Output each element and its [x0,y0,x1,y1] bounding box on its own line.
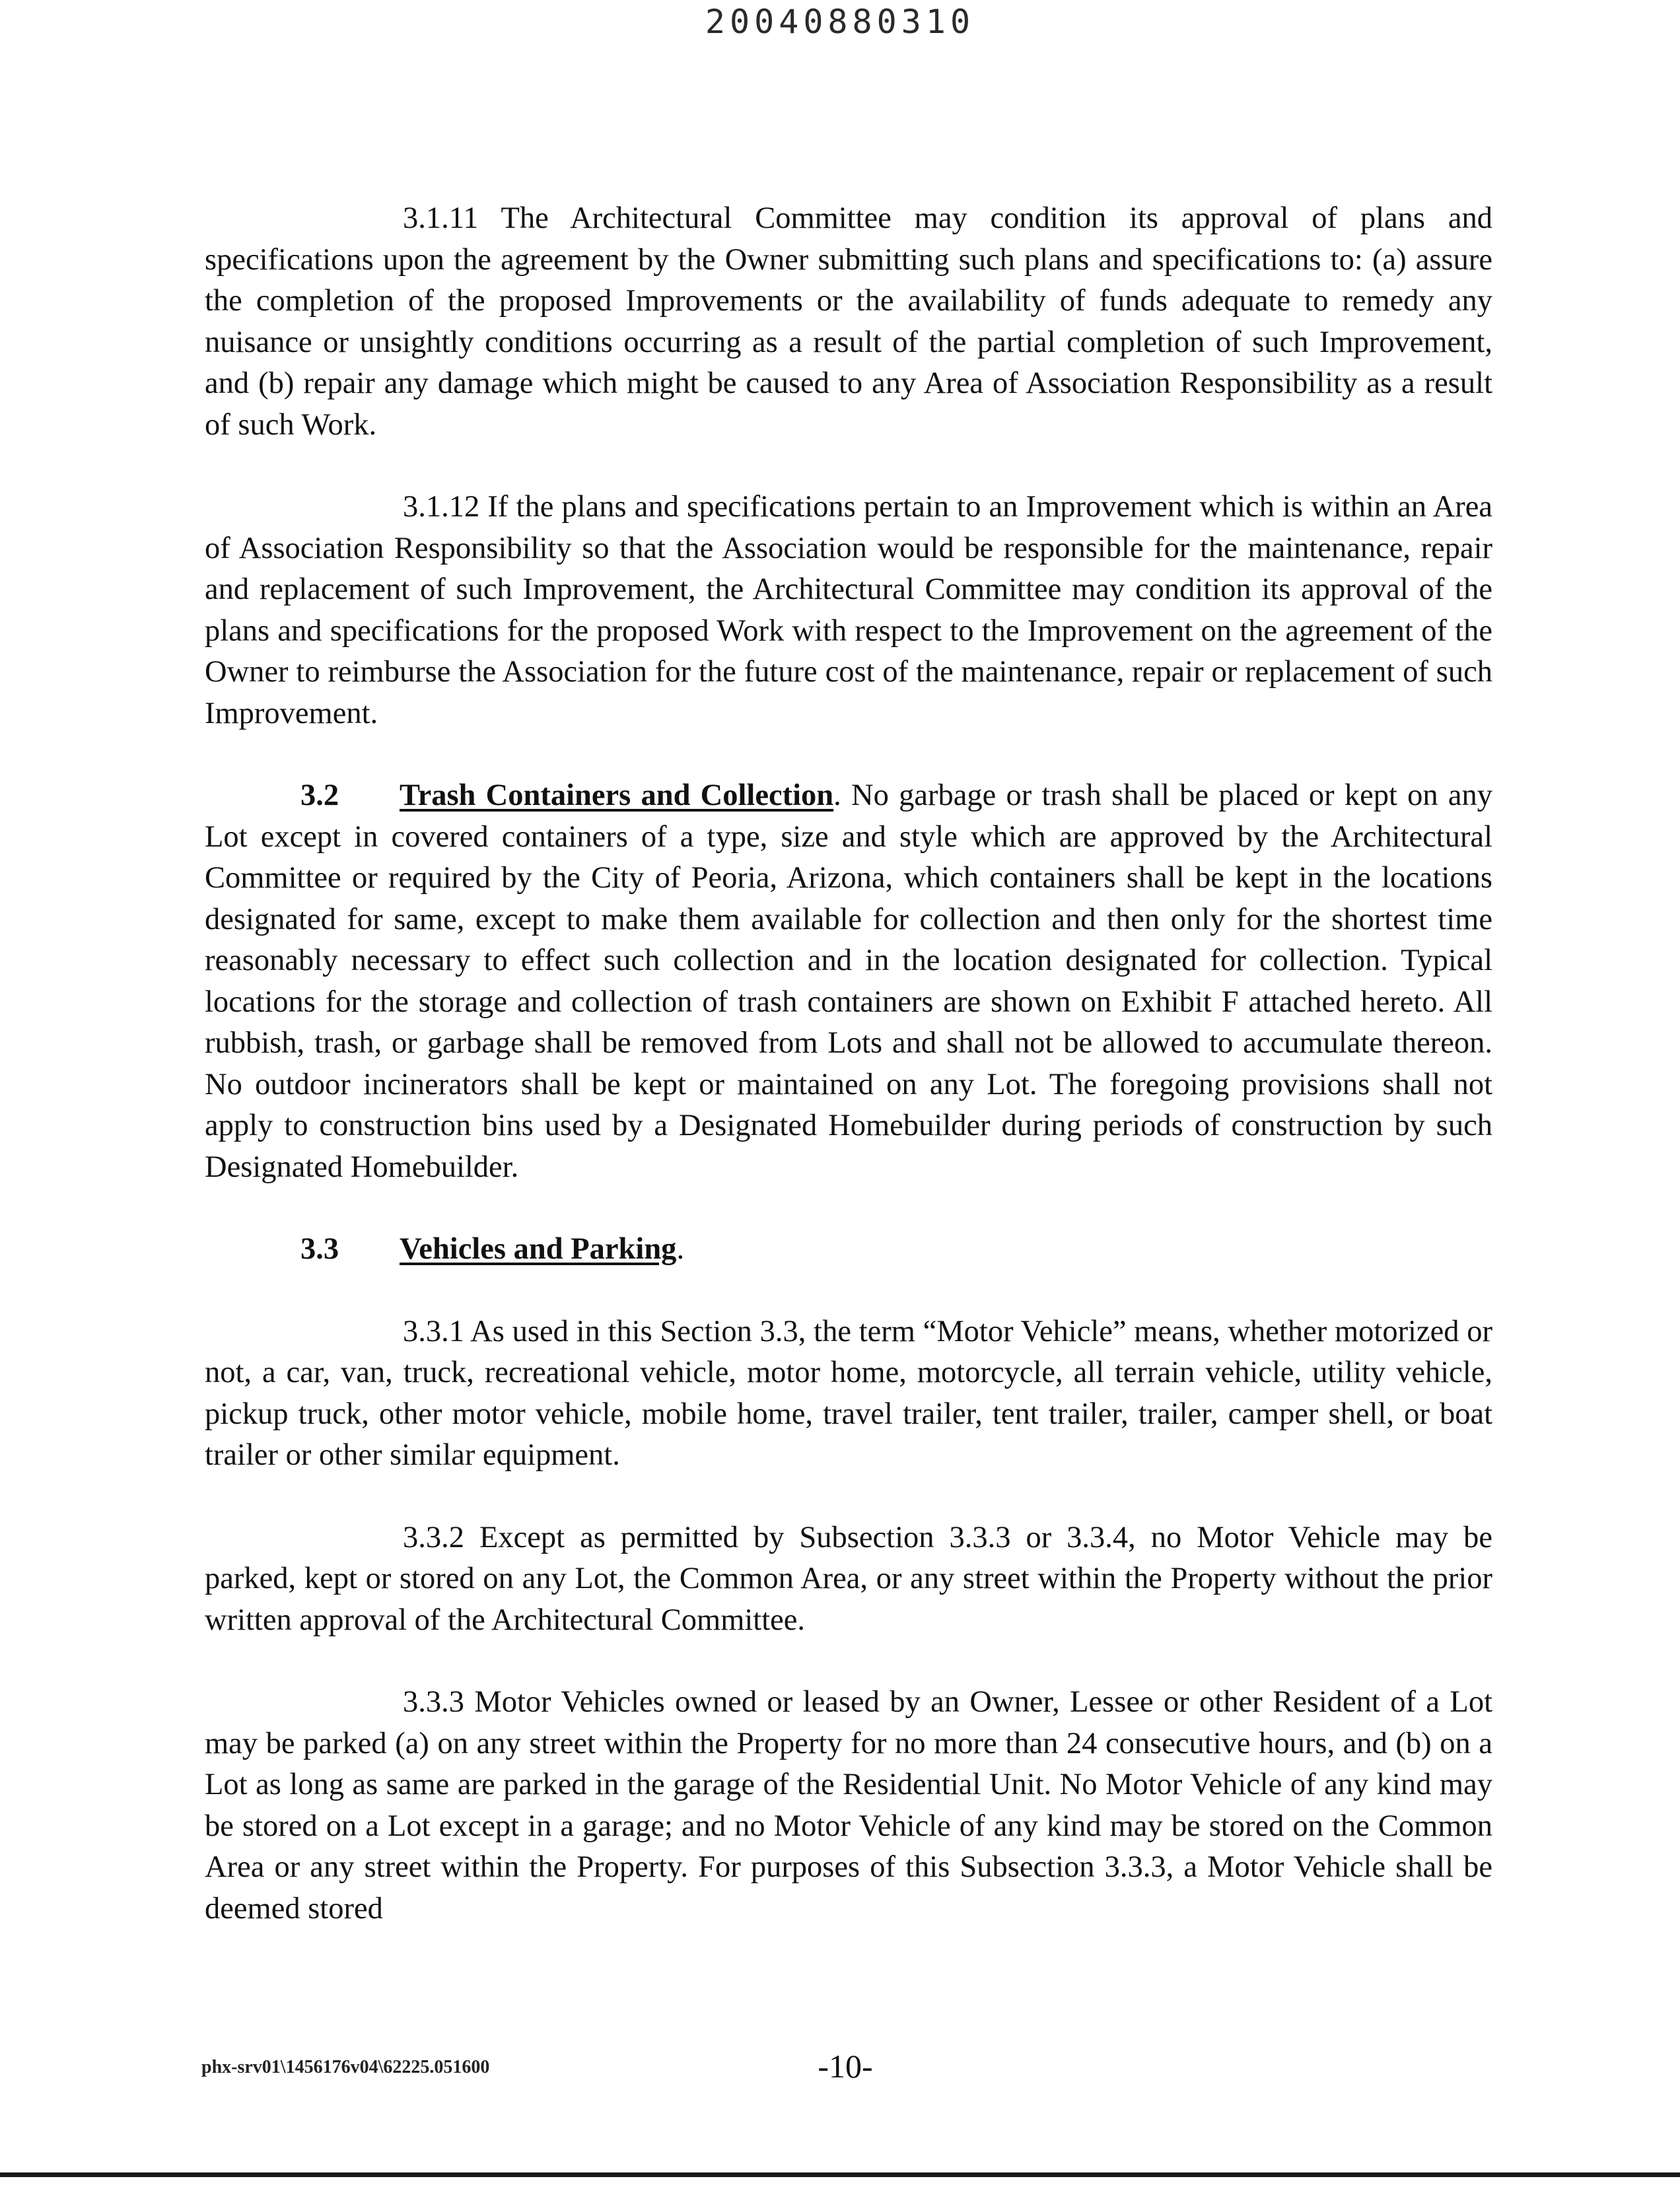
section-number: 3.2 [300,779,339,812]
page-number: -10- [818,2048,873,2085]
paragraph-3-3-3: 3.3.3 Motor Vehicles owned or leased by an Owner, Lessee or other Resident of a Lot may be parked (a) on any street within the Property for no more than 24 consecutive hours, and (b) on a Lot as long as same are parked in the garage of the Residential Unit. No Motor Vehicle of any kind may be stored on a Lot except in a garage; and no Motor Vehicle of any kind may be stored on the Common Area or any street within the Property. For purposes of this Subsection 3.3.3, a Motor Vehicle shall be deemed stored [205,1685,1492,1926]
section-3-3-heading [205,1229,1492,1270]
document-identifier: phx-srv01\1456176v04\62225.051600 [201,2057,490,2077]
section-body: No garbage or trash shall be placed or kept on any Lot except in covered containers of a type, size and style which are approved by the Architectural Committee or required by the City of Peoria, Arizona, which containers shall be kept in the locations designated for same, except to make them available for collection and then only for the shortest time reasonably necessary to effect such collection and in the location designated for collection. Typical locations for the storage and collection of trash containers are shown on Exhibit F attached hereto. All rubbish, trash, or garbage shall be removed from Lots and shall not be allowed to accumulate thereon. No outdoor incinerators shall be kept or maintained on any Lot. The foregoing provisions shall not apply to construction bins used by a Designated Homebuilder during periods of construction by such Designated Homebuilder. [205,779,1492,1184]
paragraph-3-3-1: 3.3.1 As used in this Section 3.3, the term “Motor Vehicle” means, whether motorized or not, a car, van, truck, recreational vehicle, motor home, motorcycle, all terrain vehicle, utility vehicle, pickup truck, other motor vehicle, mobile home, travel trailer, tent trailer, trailer, camper shell, or boat trailer or other similar equipment. [205,1314,1492,1472]
section-3-2 [205,775,1492,1188]
section-title: Vehicles and Parking [400,1232,677,1266]
recording-number: 20040880310 [705,3,975,41]
section-title: Trash Containers and Collection [400,779,834,812]
bottom-rule-divider [0,2172,1680,2177]
paragraph-3-1-12: 3.1.12 If the plans and specifications pertain to an Improvement which is within an Area of Association Responsibility so that the Association would be responsible for the maintenance, repair and replacement of such Improvement, the Architectural Committee may condition its approval of the plans and specifications for the proposed Work with respect to the Improvement on the agreement of the Owner to reimburse the Association for the future cost of the maintenance, repair or replacement of such Improvement. [205,490,1492,730]
section-title-period: . [833,779,841,812]
section-title-period: . [676,1232,685,1266]
section-number: 3.3 [300,1232,339,1266]
paragraph-3-1-11: 3.1.11 The Architectural Committee may condition its approval of plans and specifications upon the agreement by the Owner submitting such plans and specifications to: (a) assure the completion of the proposed Improvements or the availability of funds adequate to remedy any nuisance or unsightly conditions occurring as a result of the partial completion of such Improvement, and (b) repair any damage which might be caused to any Area of Association Responsibility as a result of such Work. [205,201,1492,442]
paragraph-3-3-2: 3.3.2 Except as permitted by Subsection 3.3.3 or 3.3.4, no Motor Vehicle may be parked, kept or stored on any Lot, the Common Area, or any street within the Property without the prior written approval of the Architectural Committee. [205,1520,1492,1637]
document-body [205,198,1492,1929]
